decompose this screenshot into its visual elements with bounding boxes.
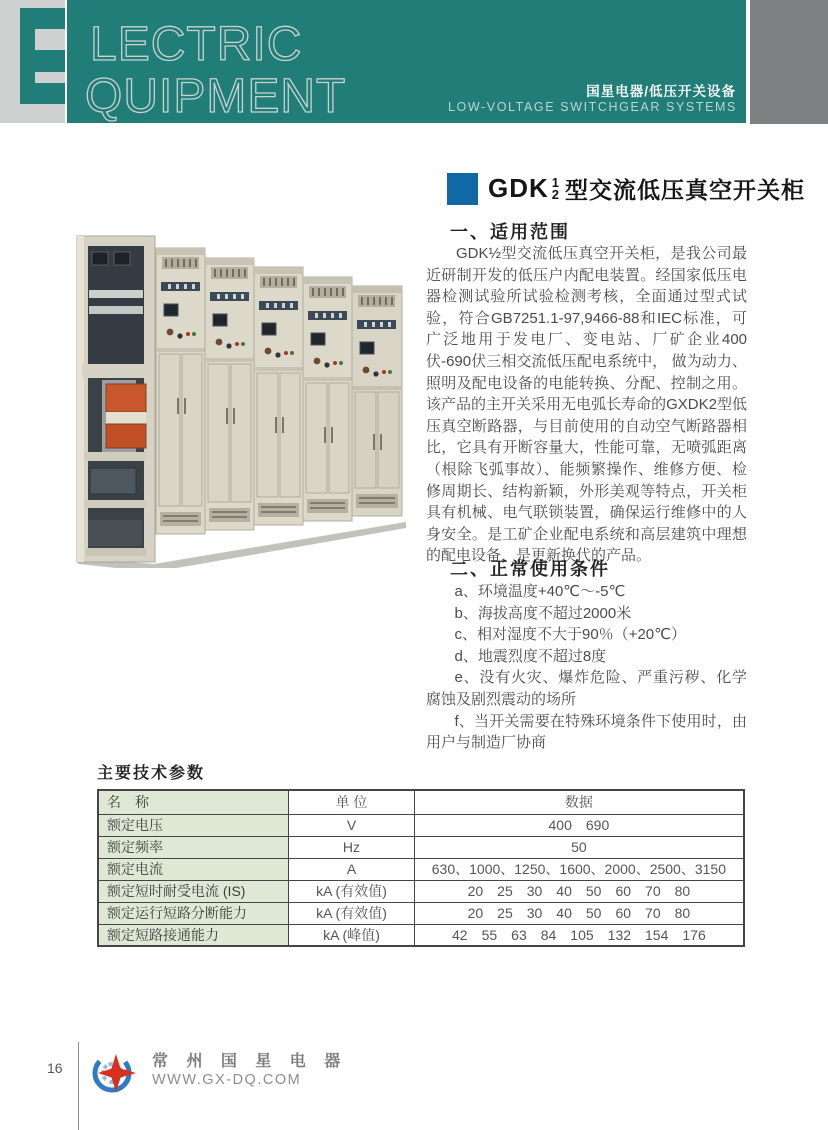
condition-item: f、当开关需要在特殊环境条件下使用时，由用户与制造厂协商	[426, 712, 747, 752]
company-name: 常 州 国 星 电 器	[152, 1053, 348, 1070]
col-header-name: 名 称	[98, 790, 289, 814]
header-corner-block	[750, 0, 828, 124]
table-row: 额定运行短路分断能力 kA (有效值) 20 25 30 40 50 60 70 80	[98, 902, 744, 924]
page-number: 16	[47, 1060, 63, 1076]
wordmark-line2: QUIPMENT	[85, 70, 347, 123]
product-title	[488, 172, 805, 205]
col-header-data: 数据	[414, 790, 744, 814]
wordmark	[67, 0, 507, 123]
brand-english: LOW-VOLTAGE SWITCHGEAR SYSTEMS	[447, 100, 737, 114]
company-website: WWW.GX-DQ.COM	[152, 1072, 302, 1088]
header-banner	[67, 0, 746, 123]
title-bullet-square	[447, 173, 478, 205]
condition-item: e、没有火灾、爆炸危险、严重污秽、化学腐蚀及剧烈震动的场所	[426, 669, 747, 708]
product-model: GDK	[488, 173, 549, 203]
wordmark-line1: LECTRIC	[90, 18, 303, 71]
table-row: 额定短路接通能力 kA (峰值) 42 55 63 84 105 132 154 176	[98, 924, 744, 946]
section1-body: GDK½型交流低压真空开关柜，是我公司最近研制开发的低压户内配电装置。经国家低压电器检测试验所试验检测考核，全面通过型式试验，符合GB7251.1-97,9466-88和IEC标准，可广泛地用于发电厂、变电站、厂矿企业400伏-690伏三相交流低压配电系统中， 做为动力、照明及配电设备的电能转换、分配、控制之用。该产品的主开关采用无电弧长寿命的GXDK2型低压真空断路器，与目前使用的自动空气断路器相比，它具有开断容量大，性能可靠，无喷弧距离（根除飞弧事故）、能频繁操作、维修方便、检修周期长、结构新颖，外形美观等特点，开关柜具有机械、电气联锁装置，确保运行维修中的人身安全。是工矿企业配电系统和高层建筑中理想的配电设备，是更新换代的产品。	[426, 245, 747, 565]
col-header-unit: 单 位	[289, 790, 415, 814]
params-table	[97, 789, 745, 947]
table-header-row	[98, 790, 744, 814]
footer-divider	[78, 1042, 79, 1130]
model-fraction: 1 2	[551, 174, 560, 202]
switchgear-photo	[76, 228, 421, 568]
table-row: 额定电流 A 630、1000、1250、1600、2000、2500、3150	[98, 858, 744, 880]
condition-item: b、海拔高度不超过2000米	[454, 604, 632, 622]
condition-item: d、地震烈度不超过8度	[454, 647, 607, 665]
cabinet-fronts	[156, 248, 402, 534]
product-title-suffix: 型交流低压真空开关柜	[565, 177, 806, 203]
table-row: 额定短时耐受电流 (IS) kA (有效值) 20 25 30 40 50 60 70 80	[98, 880, 744, 902]
brand-chinese: 国星电器/低压开关设备	[586, 84, 736, 99]
open-cabinet	[77, 236, 155, 562]
condition-item: c、相对湿度不大于90％（+20℃）	[454, 626, 686, 644]
table-row: 额定电压 V 400 690	[98, 814, 744, 836]
e-logo-block	[0, 0, 65, 123]
condition-item: a、环境温度+40℃～-5℃	[454, 583, 626, 600]
gx-logo-icon	[87, 1045, 141, 1101]
product-title-row	[447, 172, 805, 205]
section2-heading: 二、正常使用条件	[450, 559, 610, 579]
section1-heading: 一、适用范围	[450, 222, 570, 242]
params-heading: 主要技术参数	[97, 765, 206, 782]
conditions-list	[426, 581, 747, 754]
table-row: 额定频率 Hz 50	[98, 836, 744, 858]
